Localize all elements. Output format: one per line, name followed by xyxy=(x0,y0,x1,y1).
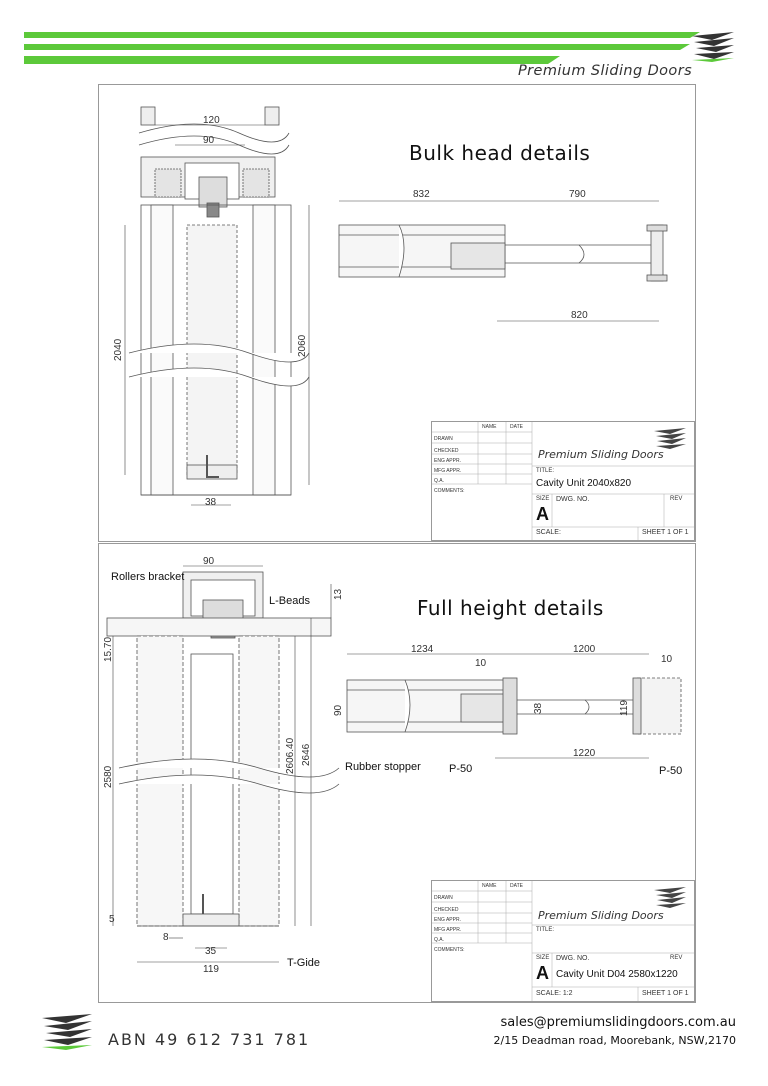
tb-row-comments: COMMENTS: xyxy=(434,488,465,494)
bulkhead-title-block xyxy=(431,421,695,541)
dim-120: 120 xyxy=(203,115,220,126)
tb2-dwg-value: Cavity Unit D04 2580x1220 xyxy=(556,969,678,980)
dim-119-plan: 119 xyxy=(619,700,630,716)
tb2-size-value: A xyxy=(536,963,549,983)
dim-13: 13 xyxy=(333,588,344,600)
dim-38: 38 xyxy=(205,497,217,508)
footer-abn: ABN 49 612 731 781 xyxy=(108,1030,311,1049)
tb-row-drawn: DRAWN xyxy=(434,436,453,442)
full-height-panel xyxy=(98,543,696,1003)
dim-790: 790 xyxy=(569,189,586,200)
dim-2606-40: 2606.40 xyxy=(285,737,296,774)
tb-title-value: Cavity Unit 2040x820 xyxy=(536,478,632,489)
dim-90-plan: 90 xyxy=(333,704,344,716)
dim-2040: 2040 xyxy=(113,338,124,361)
tb-dwg-label: DWG. NO. xyxy=(556,496,590,503)
dim-90: 90 xyxy=(203,135,215,146)
dim-35: 35 xyxy=(205,946,217,957)
dim-8: 8 xyxy=(163,932,169,943)
tb-rev-label: REV xyxy=(670,496,683,502)
tb2-row-drawn: DRAWN xyxy=(434,895,453,901)
tb2-row-mfg: MFG APPR. xyxy=(434,927,462,933)
dim-2060: 2060 xyxy=(297,334,308,357)
dim-38-plan: 38 xyxy=(533,702,544,714)
full-height-title-block xyxy=(431,880,695,1002)
tb2-logo-icon xyxy=(654,887,688,911)
tb2-dwg-label: DWG. NO. xyxy=(556,955,590,962)
tb-row-checked: CHECKED xyxy=(434,448,459,454)
dim-1220: 1220 xyxy=(573,748,596,759)
bulkhead-panel xyxy=(98,84,696,542)
tb-size-value: A xyxy=(536,504,549,524)
label-p50a: P-50 xyxy=(449,763,473,775)
tb2-date-col: DATE xyxy=(510,883,523,889)
tb-brand: Premium Sliding Doors xyxy=(538,448,664,461)
tb2-brand: Premium Sliding Doors xyxy=(538,909,664,922)
tb-title-label: TITLE: xyxy=(536,468,555,474)
dim-2646: 2646 xyxy=(301,743,312,766)
tb-name-col: NAME xyxy=(482,424,497,430)
bulkhead-title: Bulk head details xyxy=(409,141,591,165)
label-p50b: P-50 xyxy=(659,765,683,777)
full-height-title: Full height details xyxy=(417,596,604,620)
dim-15-70: 15.70 xyxy=(103,636,114,662)
dim-119: 119 xyxy=(203,964,219,975)
dim-820: 820 xyxy=(571,310,588,321)
logo-icon xyxy=(692,32,736,62)
brand-name: Premium Sliding Doors xyxy=(518,63,693,79)
tb2-row-eng: ENG APPR. xyxy=(434,917,461,923)
tb-row-qa: Q.A. xyxy=(434,478,445,484)
header xyxy=(0,0,768,84)
label-l-beads: L-Beads xyxy=(269,595,310,607)
tb2-scale: SCALE: 1:2 xyxy=(536,990,573,997)
dim-832: 832 xyxy=(413,189,430,200)
tb-scale: SCALE: xyxy=(536,529,561,536)
footer-logo-icon xyxy=(42,1014,94,1050)
tb-sheet: SHEET 1 OF 1 xyxy=(642,529,689,536)
footer-address: 2/15 Deadman road, Moorebank, NSW,2170 xyxy=(493,1034,736,1047)
label-rollers-bracket: Rollers bracket xyxy=(111,571,185,583)
tb-date-col: DATE xyxy=(510,424,523,430)
tb2-sheet: SHEET 1 OF 1 xyxy=(642,990,689,997)
tb2-name-col: NAME xyxy=(482,883,497,889)
tb-row-eng: ENG APPR. xyxy=(434,458,461,464)
tb2-row-comments: COMMENTS: xyxy=(434,947,465,953)
tb-size-label: SIZE xyxy=(536,496,550,502)
dim-10a: 10 xyxy=(475,658,487,669)
dim-5: 5 xyxy=(109,914,115,925)
tb-row-mfg: MFG APPR. xyxy=(434,468,462,474)
footer-email[interactable]: sales@premiumslidingdoors.com.au xyxy=(500,1015,736,1030)
dim-2580: 2580 xyxy=(103,765,114,788)
dim-10b: 10 xyxy=(661,654,673,665)
tb2-rev-label: REV xyxy=(670,955,683,961)
dim-90-b: 90 xyxy=(203,556,215,567)
label-rubber-stopper: Rubber stopper xyxy=(345,761,421,773)
tb2-row-checked: CHECKED xyxy=(434,907,459,913)
tb2-size-label: SIZE xyxy=(536,955,550,961)
label-t-gide: T-Gide xyxy=(287,957,321,969)
tb2-row-qa: Q.A. xyxy=(434,937,445,943)
dim-1234: 1234 xyxy=(411,644,434,655)
tb2-title-label: TITLE: xyxy=(536,927,555,933)
dim-1200: 1200 xyxy=(573,644,596,655)
